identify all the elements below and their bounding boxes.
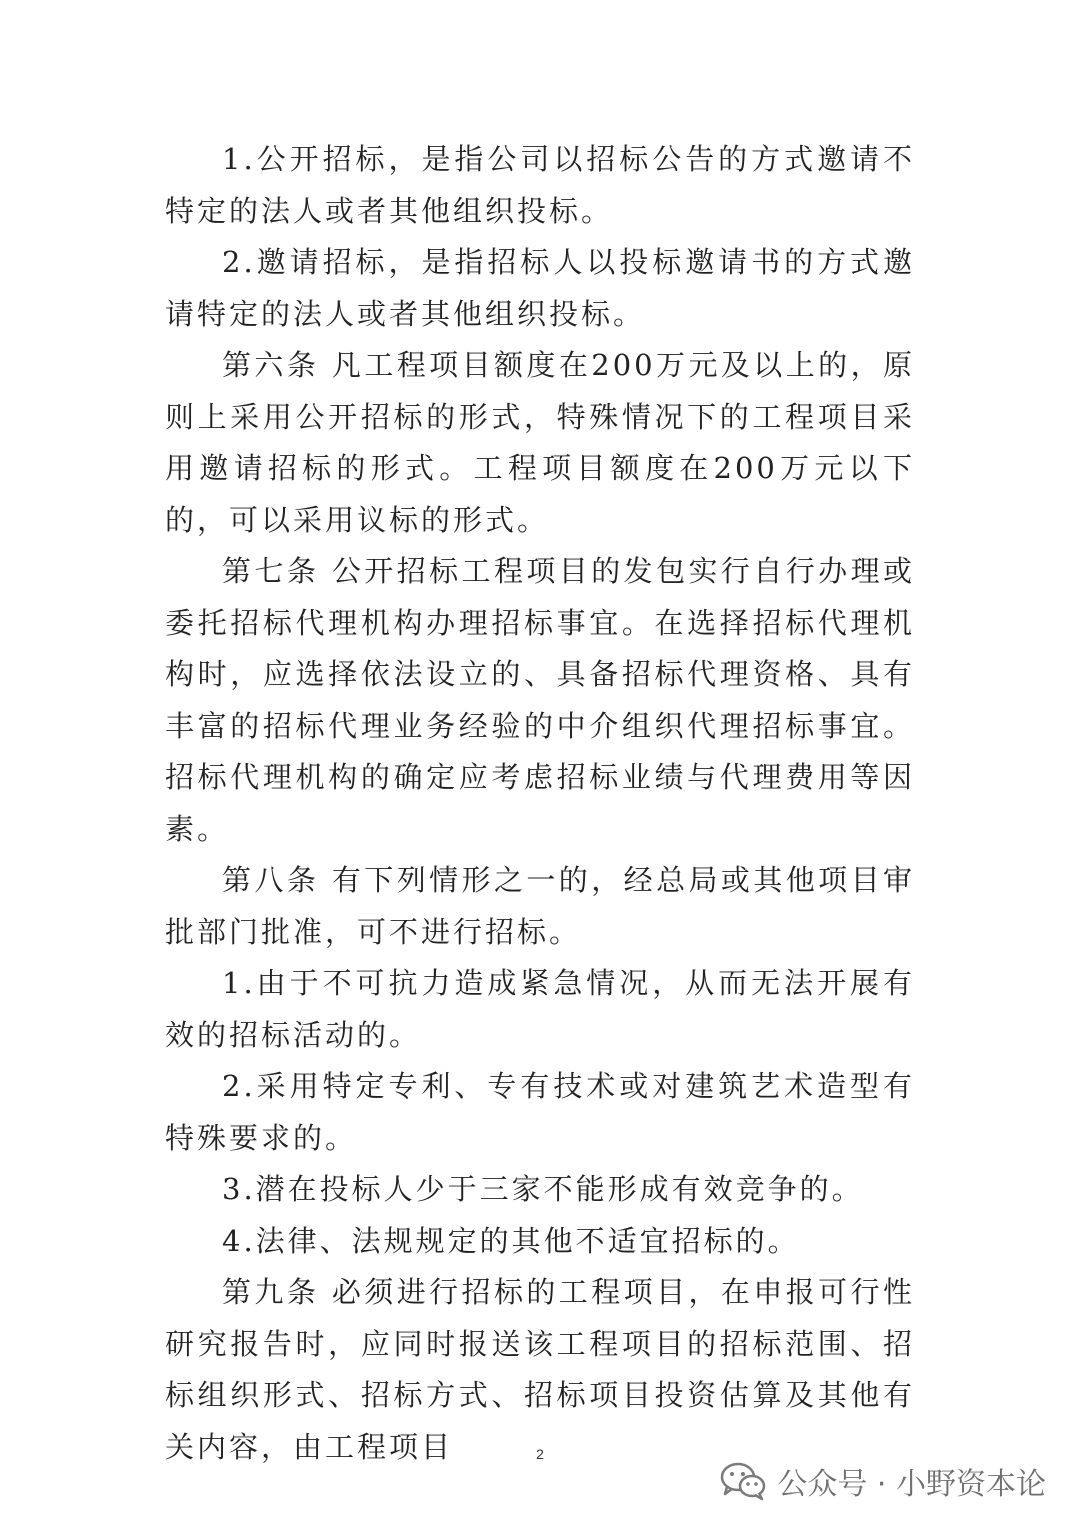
paragraph: 1.公开招标，是指公司以招标公告的方式邀请不特定的法人或者其他组织投标。 — [165, 142, 915, 228]
page-number: 2 — [536, 1446, 544, 1462]
paragraph: 第九条 必须进行招标的工程项目，在申报可行性研究报告时，应同时报送该工程项目的招标范围、招标组织形式、招标方式、招标项目投资估算及其他有关内容，由工程项目 — [165, 1275, 915, 1464]
paragraph: 第六条 凡工程项目额度在200万元及以上的，原则上采用公开招标的形式，特殊情况下的工程项目采用邀请招标的形式。工程项目额度在200万元以下的，可以采用议标的形式。 — [165, 348, 915, 537]
paragraph: 1.由于不可抗力造成紧急情况，从而无法开展有效的招标活动的。 — [165, 966, 915, 1052]
paragraph: 第八条 有下列情形之一的，经总局或其他项目审批部门批准，可不进行招标。 — [165, 863, 915, 949]
wechat-icon — [719, 1461, 767, 1501]
watermark-text: 公众号 · 小野资本论 — [777, 1467, 1046, 1502]
paragraph: 3.潜在投标人少于三家不能形成有效竞争的。 — [222, 1172, 864, 1206]
paragraph: 2.采用特定专利、专有技术或对建筑艺术造型有特殊要求的。 — [165, 1069, 915, 1155]
document-body — [165, 134, 915, 1473]
watermark — [719, 1455, 1046, 1507]
paragraph: 2.邀请招标，是指招标人以投标邀请书的方式邀请特定的法人或者其他组织投标。 — [165, 245, 915, 331]
paragraph: 4.法律、法规规定的其他不适宜招标的。 — [222, 1223, 800, 1258]
paragraph: 第七条 公开招标工程项目的发包实行自行办理或委托招标代理机构办理招标事宜。在选择招标代理机构时，应选择依法设立的、具备招标代理资格、具有丰富的招标代理业务经验的中介组织代理招标事宜。招标代理机构的确定应考虑招标业绩与代理费用等因素。 — [165, 554, 915, 846]
